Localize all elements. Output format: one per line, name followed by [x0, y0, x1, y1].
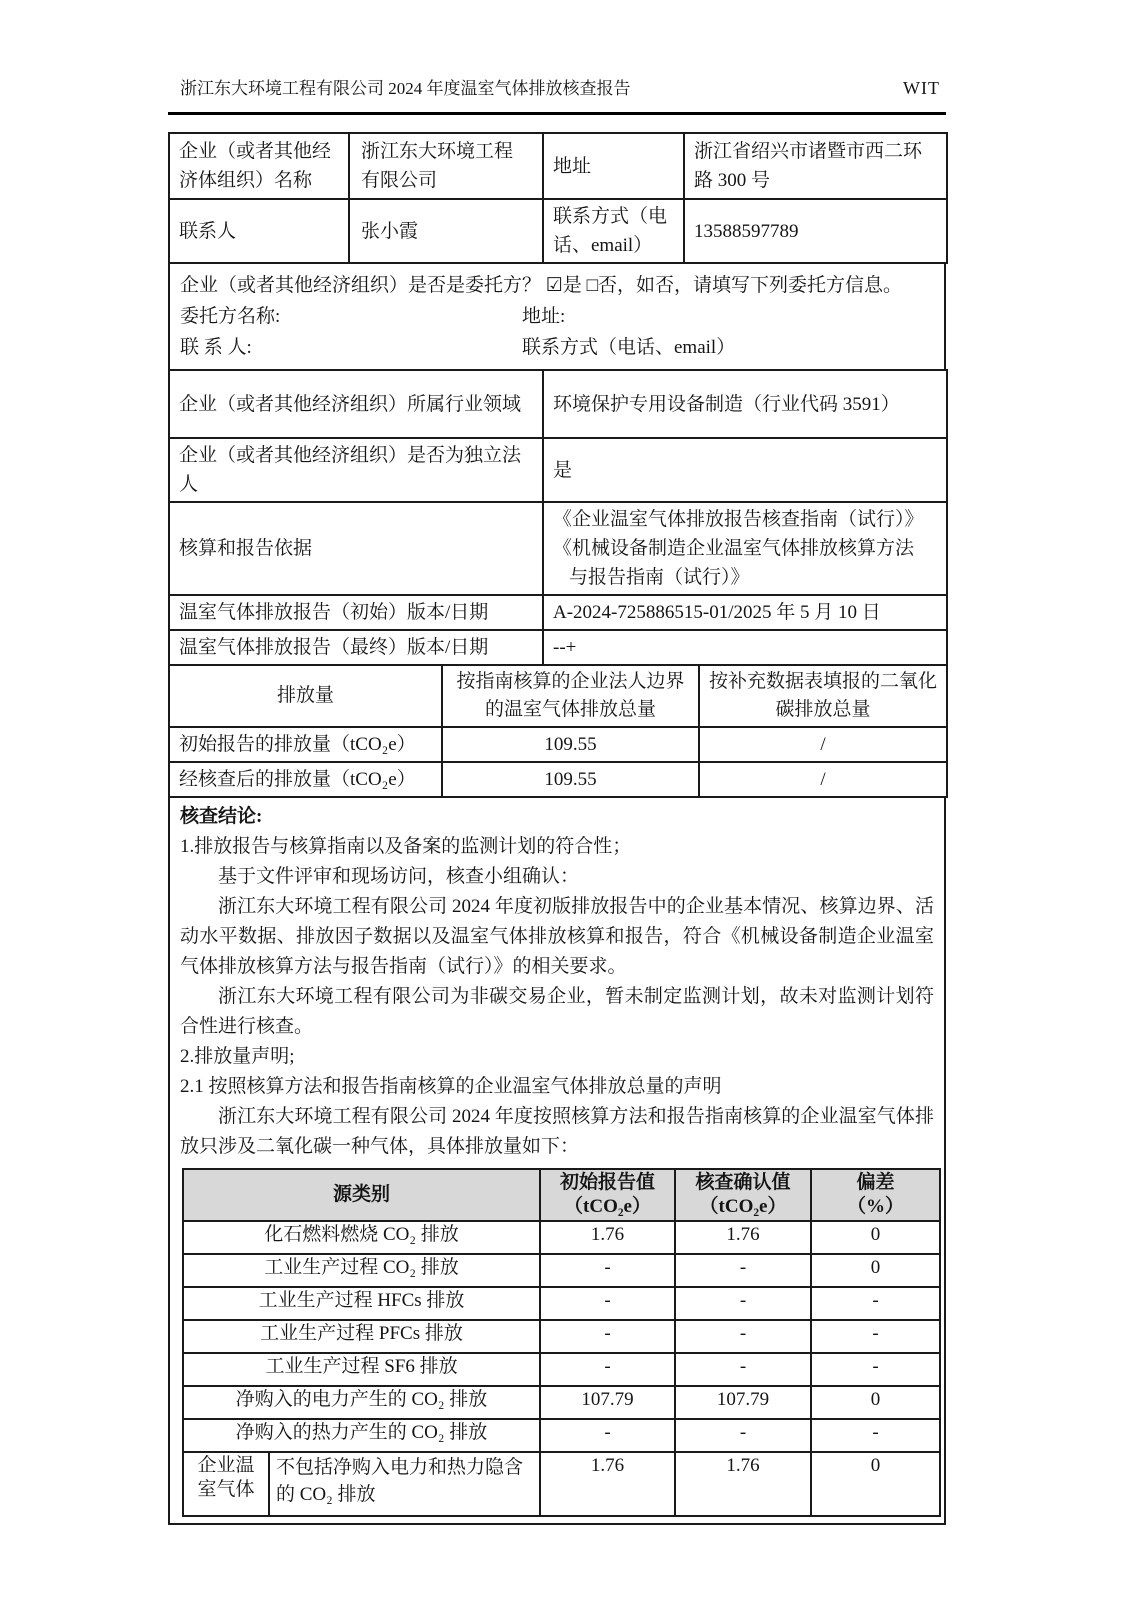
source-category-header: 源类别	[183, 1169, 540, 1221]
table-row	[169, 133, 947, 199]
source-deviation-value: -	[811, 1320, 940, 1353]
source-table-header-row	[183, 1169, 940, 1221]
page-content	[168, 74, 946, 1525]
company-name-value: 浙江东大环境工程有限公司	[349, 133, 543, 199]
delegator-name-line	[180, 301, 934, 332]
wit-logo: WIT	[903, 78, 940, 98]
header-divider	[168, 112, 946, 115]
delegator-contact-line	[180, 332, 934, 363]
delegator-question-text: 企业（或者其他经济组织）是否是委托方？	[180, 275, 542, 296]
basis-line-3: 与报告指南（试行）》	[569, 567, 750, 588]
address-value: 浙江省绍兴市诸暨市西二环路 300 号	[684, 133, 947, 199]
contact-value: 张小霞	[349, 199, 543, 263]
final-version-value: --+	[543, 630, 947, 665]
table-row	[169, 727, 947, 762]
source-category-table	[182, 1168, 941, 1517]
industry-value: 环境保护专用设备制造（行业代码 3591）	[543, 370, 947, 438]
table-row	[169, 199, 947, 263]
table-row	[183, 1386, 940, 1419]
source-verified-value: -	[675, 1419, 811, 1452]
final-version-label: 温室气体排放报告（最终）版本/日期	[169, 630, 543, 665]
company-name-label: 企业（或者其他经济体组织）名称	[169, 133, 349, 199]
table-row	[169, 370, 947, 438]
initial-value-header	[540, 1169, 675, 1221]
basis-line-2: 《机械设备制造企业温室气体排放核算方法	[553, 538, 915, 559]
source-deviation-value: 0	[811, 1386, 940, 1419]
initial-value-header-unit: （tCO₂e）	[564, 1196, 651, 1217]
source-initial-value: -	[540, 1287, 675, 1320]
emission-col1-header: 排放量	[169, 665, 442, 727]
deviation-header-title: 偏差	[856, 1172, 895, 1193]
initial-emission-guideline-value: 109.55	[442, 727, 699, 762]
source-verified-value: 1.76	[675, 1452, 811, 1516]
source-label: 工业生产过程 SF6 排放	[183, 1353, 540, 1386]
table-row	[169, 502, 947, 595]
detail-table	[168, 369, 948, 666]
legal-entity-label: 企业（或者其他经济组织）是否为独立法人	[169, 438, 543, 502]
source-label: 工业生产过程 PFCs 排放	[183, 1320, 540, 1353]
delegator-address-label: 地址:	[522, 306, 566, 327]
checkbox-yes-checked-icon: ☑是	[545, 275, 582, 296]
table-row	[183, 1287, 940, 1320]
source-label: 不包括净购入电力和热力隐含的 CO₂ 排放	[269, 1452, 540, 1516]
conclusion-para-2: 浙江东大环境工程有限公司 2024 年度初版排放报告中的企业基本情况、核算边界、活动水平数据、排放因子数据以及温室气体排放核算和报告，符合《机械设备制造企业温室气体排放核算方法与报告指南（试行）》的相关要求。	[180, 896, 934, 977]
table-row	[183, 1221, 940, 1254]
source-label: 净购入的热力产生的 CO₂ 排放	[183, 1419, 540, 1452]
conclusion-cell	[169, 797, 945, 1524]
source-deviation-value: -	[811, 1419, 940, 1452]
table-row	[169, 595, 947, 630]
source-label: 净购入的电力产生的 CO₂ 排放	[183, 1386, 540, 1419]
source-initial-value: -	[540, 1254, 675, 1287]
contact-method-label: 联系方式（电话、email）	[543, 199, 684, 263]
initial-emission-supplementary-value: /	[699, 727, 947, 762]
emission-summary-header-row	[169, 665, 947, 727]
source-verified-value: -	[675, 1320, 811, 1353]
initial-emission-label: 初始报告的排放量（tCO₂e）	[169, 727, 442, 762]
delegator-name-label: 委托方名称:	[180, 306, 281, 327]
source-initial-value: 1.76	[540, 1221, 675, 1254]
page-header	[168, 74, 946, 99]
basis-label: 核算和报告依据	[169, 502, 543, 595]
verified-value-header-title: 核查确认值	[695, 1172, 791, 1193]
source-group-label: 企业温室气体	[183, 1452, 269, 1516]
legal-entity-value: 是	[543, 438, 947, 502]
conclusion-table	[168, 796, 946, 1525]
table-row	[169, 630, 947, 665]
delegator-table	[168, 262, 946, 371]
address-label: 地址	[543, 133, 684, 199]
contact-label: 联系人	[169, 199, 349, 263]
initial-version-label: 温室气体排放报告（初始）版本/日期	[169, 595, 543, 630]
table-row	[183, 1254, 940, 1287]
conclusion-item-2: 2.排放量声明;	[180, 1046, 295, 1067]
source-initial-value: -	[540, 1353, 675, 1386]
source-label: 工业生产过程 CO₂ 排放	[183, 1254, 540, 1287]
conclusion-title: 核查结论:	[180, 806, 263, 827]
source-initial-value: -	[540, 1320, 675, 1353]
conclusion-para-3: 浙江东大环境工程有限公司为非碳交易企业，暂未制定监测计划，故未对监测计划符合性进行核查。	[180, 986, 934, 1037]
source-label: 化石燃料燃烧 CO₂ 排放	[183, 1221, 540, 1254]
page-title: 浙江东大环境工程有限公司 2024 年度温室气体排放核查报告	[180, 79, 631, 98]
initial-version-value: A-2024-725886515-01/2025 年 5 月 10 日	[543, 595, 947, 630]
industry-label: 企业（或者其他经济组织）所属行业领域	[169, 370, 543, 438]
verified-emission-guideline-value: 109.55	[442, 762, 699, 797]
source-label: 工业生产过程 HFCs 排放	[183, 1287, 540, 1320]
checkbox-no-unchecked-icon: □否	[586, 275, 618, 296]
delegator-contact-label: 联 系 人:	[180, 337, 252, 358]
table-row	[169, 797, 945, 1524]
source-initial-value: 1.76	[540, 1452, 675, 1516]
table-row	[169, 263, 945, 370]
emission-summary-table	[168, 664, 948, 798]
initial-value-header-title: 初始报告值	[560, 1172, 656, 1193]
table-row	[169, 762, 947, 797]
basic-info-table	[168, 132, 948, 264]
source-deviation-value: 0	[811, 1452, 940, 1516]
table-row	[169, 438, 947, 502]
delegator-contact-method-label: 联系方式（电话、email）	[522, 337, 736, 358]
conclusion-para-1: 基于文件评审和现场访问，核查小组确认：	[218, 866, 580, 887]
contact-method-value: 13588597789	[684, 199, 947, 263]
table-row	[183, 1353, 940, 1386]
source-verified-value: 1.76	[675, 1221, 811, 1254]
source-initial-value: 107.79	[540, 1386, 675, 1419]
emission-col3-header: 按补充数据表填报的二氧化碳排放总量	[699, 665, 947, 727]
delegator-question-suffix: ，如否，请填写下列委托方信息。	[617, 275, 903, 296]
conclusion-item-1: 1.排放报告与核算指南以及备案的监测计划的符合性；	[180, 836, 632, 857]
source-verified-value: 107.79	[675, 1386, 811, 1419]
deviation-header	[811, 1169, 940, 1221]
table-row	[183, 1419, 940, 1452]
table-row	[183, 1452, 940, 1516]
conclusion-para-4: 浙江东大环境工程有限公司 2024 年度按照核算方法和报告指南核算的企业温室气体排放只涉及二氧化碳一种气体，具体排放量如下：	[180, 1106, 934, 1157]
conclusion-item-2-1: 2.1 按照核算方法和报告指南核算的企业温室气体排放总量的声明	[180, 1076, 722, 1097]
table-row	[183, 1320, 940, 1353]
source-verified-value: -	[675, 1254, 811, 1287]
delegator-cell	[169, 263, 945, 370]
source-verified-value: -	[675, 1353, 811, 1386]
delegator-question	[180, 270, 934, 301]
basis-line-1: 《企业温室气体排放报告核查指南（试行）》	[553, 509, 924, 530]
verified-value-header	[675, 1169, 811, 1221]
source-verified-value: -	[675, 1287, 811, 1320]
source-deviation-value: -	[811, 1287, 940, 1320]
verified-emission-supplementary-value: /	[699, 762, 947, 797]
verified-value-header-unit: （tCO₂e）	[699, 1196, 787, 1217]
deviation-header-unit: （%）	[847, 1196, 905, 1217]
source-deviation-value: -	[811, 1353, 940, 1386]
source-deviation-value: 0	[811, 1254, 940, 1287]
basis-value	[543, 502, 947, 595]
source-deviation-value: 0	[811, 1221, 940, 1254]
verified-emission-label: 经核查后的排放量（tCO₂e）	[169, 762, 442, 797]
emission-col2-header: 按指南核算的企业法人边界的温室气体排放总量	[442, 665, 699, 727]
source-initial-value: -	[540, 1419, 675, 1452]
conclusion-text-block	[180, 802, 934, 1162]
